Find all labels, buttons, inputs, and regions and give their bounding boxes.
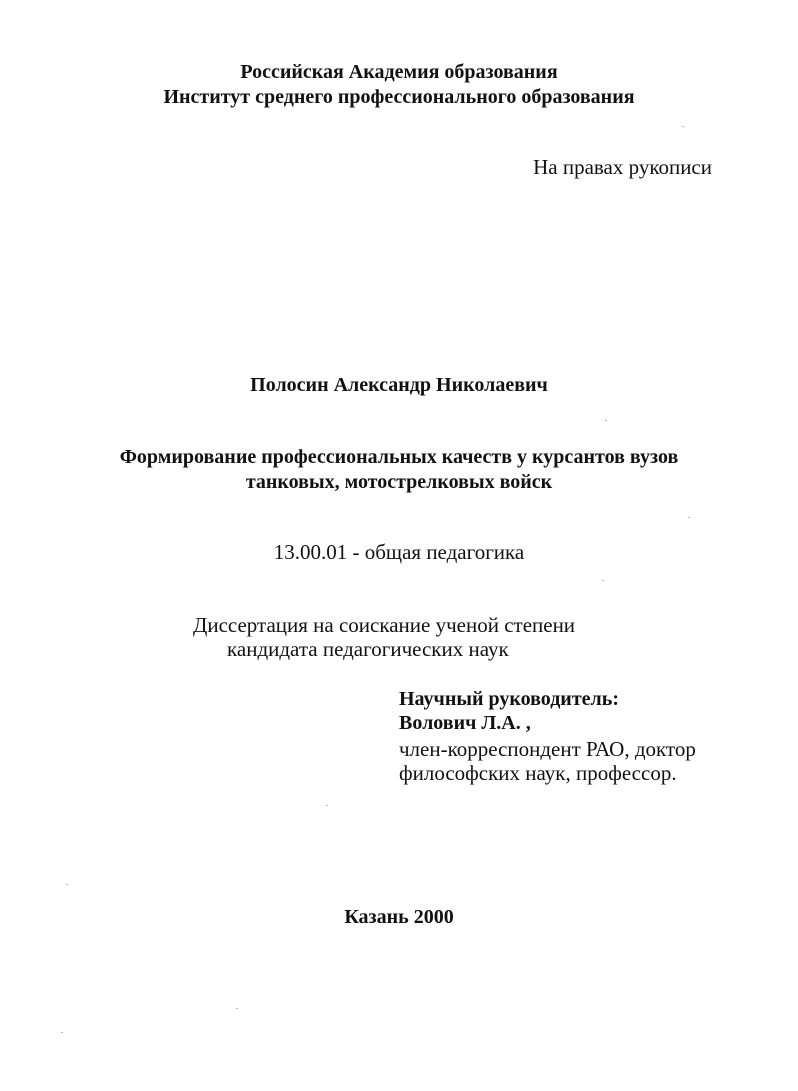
supervisor-name: Волович Л.А. , xyxy=(399,712,531,734)
supervisor-title-line2: философских наук, профессор. xyxy=(399,761,677,785)
scan-speck xyxy=(66,884,68,885)
institute-name: Институт среднего профессионального образования xyxy=(163,86,635,108)
dissertation-title-line1: Формирование профессиональных качеств у курсантов вузов xyxy=(119,446,679,468)
author-name: Полосин Александр Николаевич xyxy=(250,374,548,396)
supervisor-label: Научный руководитель: xyxy=(399,688,619,710)
scan-speck xyxy=(326,805,328,806)
manuscript-note: На правах рукописи xyxy=(533,155,712,179)
supervisor-title-line1: член-корреспондент РАО, доктор xyxy=(399,737,696,761)
scan-speck xyxy=(605,420,607,421)
specialty-code: 13.00.01 - общая педагогика xyxy=(273,540,525,564)
scan-speck xyxy=(688,517,690,518)
scan-speck xyxy=(682,126,684,127)
scan-speck xyxy=(61,1032,63,1033)
city-year: Казань 2000 xyxy=(344,906,454,928)
scan-speck xyxy=(236,1008,238,1009)
degree-statement-line1: Диссертация на соискание ученой степени xyxy=(193,613,576,637)
dissertation-title-line2: танковых, мотострелковых войск xyxy=(245,471,553,493)
institution-name: Российская Академия образования xyxy=(240,61,558,83)
degree-statement-line2: кандидата педагогических наук xyxy=(227,637,509,661)
scan-speck xyxy=(602,580,604,581)
